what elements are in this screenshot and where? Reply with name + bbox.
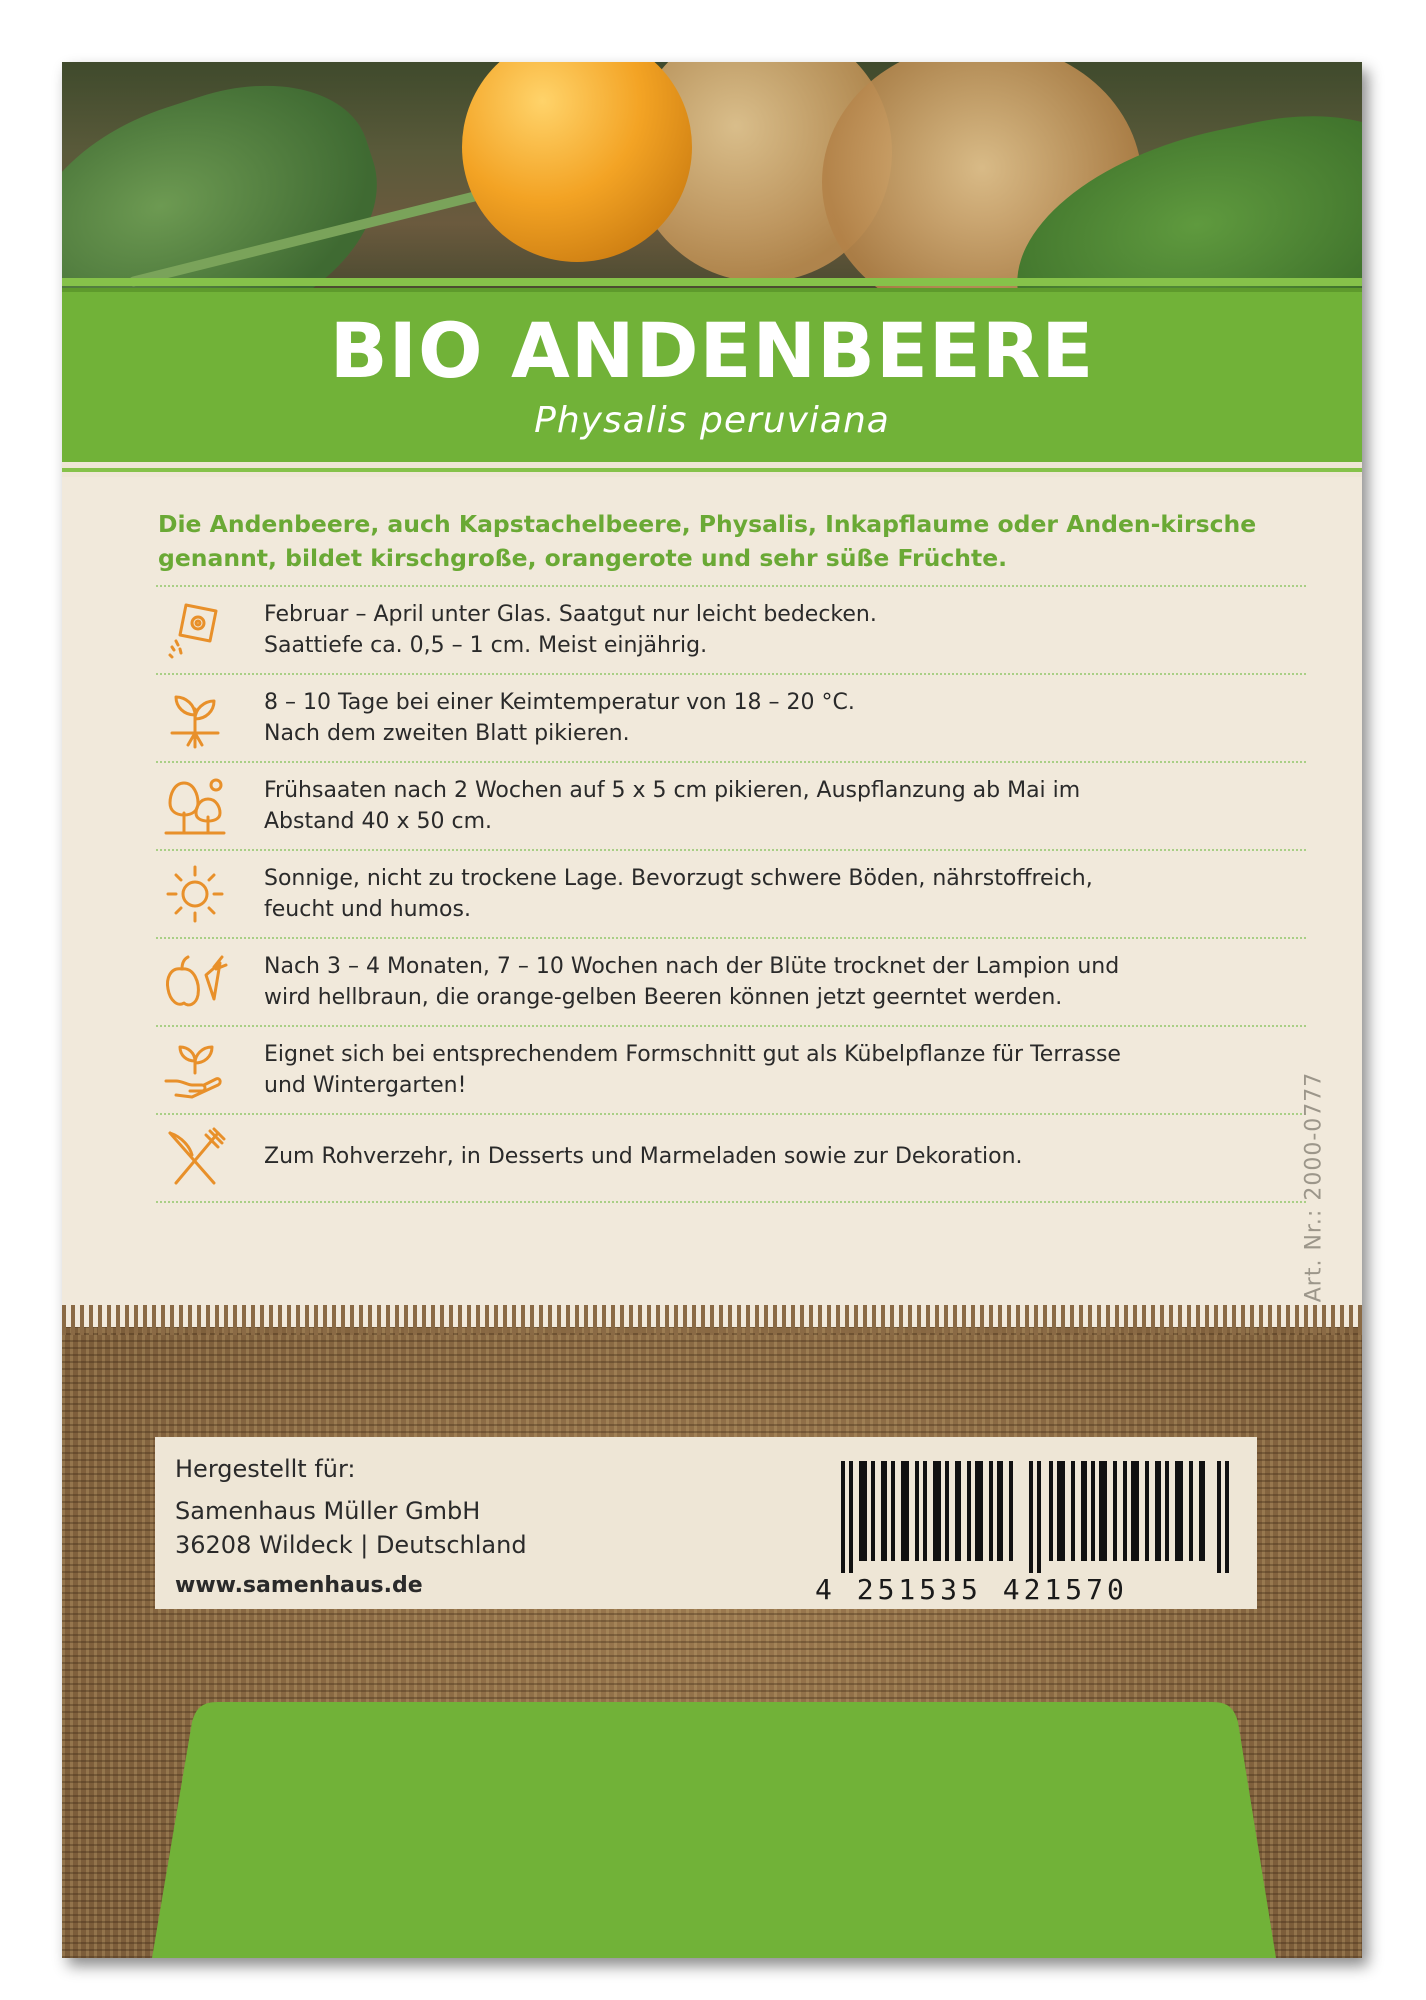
article-number: Art. Nr.: 2000-0777 [1301, 1071, 1327, 1303]
instruction-line: Eignet sich bei entsprechendem Formschnitt gut als Kübelpflanze für Terrasse [264, 1042, 1121, 1067]
instruction-line: Saattiefe ca. 0,5 – 1 cm. Meist einjährig. [264, 633, 708, 658]
barcode [841, 1461, 1233, 1573]
latin-name: Physalis peruviana [534, 400, 890, 441]
instruction-row-container [156, 1025, 1306, 1113]
physalis-photo [62, 62, 1362, 292]
knife-fork-icon [162, 1125, 228, 1191]
instruction-row-location [156, 849, 1306, 937]
seed-packet-back [62, 62, 1362, 1958]
seed-packet-icon [162, 597, 228, 663]
manufacturer-address: 36208 Wildeck | Deutschland [175, 1531, 527, 1559]
instruction-list [156, 585, 1306, 1203]
seedling-icon [162, 685, 228, 751]
instruction-line: feucht und humos. [264, 897, 471, 922]
instruction-line: Nach 3 – 4 Monaten, 7 – 10 Wochen nach der Blüte trocknet der Lampion und [264, 954, 1120, 979]
instruction-row-use [156, 1113, 1306, 1201]
instruction-line: Sonnige, nicht zu trockene Lage. Bevorzugt schwere Böden, nährstoffreich, [264, 866, 1093, 891]
instruction-line: Abstand 40 x 50 cm. [264, 809, 492, 834]
manufacturer-heading: Hergestellt für: [175, 1455, 356, 1483]
manufacturer-website: www.samenhaus.de [175, 1573, 423, 1598]
hand-plant-icon [162, 1037, 228, 1103]
instruction-row-planting [156, 761, 1306, 849]
instruction-line: wird hellbraun, die orange-gelben Beeren können jetzt geerntet werden. [264, 985, 1063, 1010]
instruction-line: Nach dem zweiten Blatt pikieren. [264, 721, 630, 746]
instruction-line: Zum Rohverzehr, in Desserts und Marmeladen sowie zur Dekoration. [264, 1144, 1023, 1169]
intro-text: Die Andenbeere, auch Kapstachelbeere, Physalis, Inkapflaume oder Anden-kirsche genannt, bildet kirschgroße, orangerote und sehr süße Früchte. [158, 510, 1257, 572]
title-band [62, 292, 1362, 462]
instruction-line: 8 – 10 Tage bei einer Keimtemperatur von 18 – 20 °C. [264, 690, 855, 715]
instructions-panel [62, 477, 1362, 1327]
product-title: BIO ANDENBEERE [329, 306, 1095, 395]
instruction-line: Frühsaaten nach 2 Wochen auf 5 x 5 cm pikieren, Auspflanzung ab Mai im [264, 778, 1081, 803]
closing-tab [152, 1702, 1276, 1958]
sun-icon [162, 861, 228, 927]
apple-carrot-icon [162, 949, 228, 1015]
instruction-row-harvest [156, 937, 1306, 1025]
instruction-line: und Wintergarten! [264, 1073, 467, 1098]
instruction-row-sowing [156, 585, 1306, 673]
manufacturer-name: Samenhaus Müller GmbH [175, 1497, 481, 1525]
instruction-row-germination [156, 673, 1306, 761]
barcode-number: 4 251535 421570 [815, 1573, 1128, 1606]
manufacturer-label [155, 1437, 1257, 1609]
trees-sun-icon [162, 773, 228, 839]
instruction-line: Februar – April unter Glas. Saatgut nur leicht bedecken. [264, 602, 877, 627]
